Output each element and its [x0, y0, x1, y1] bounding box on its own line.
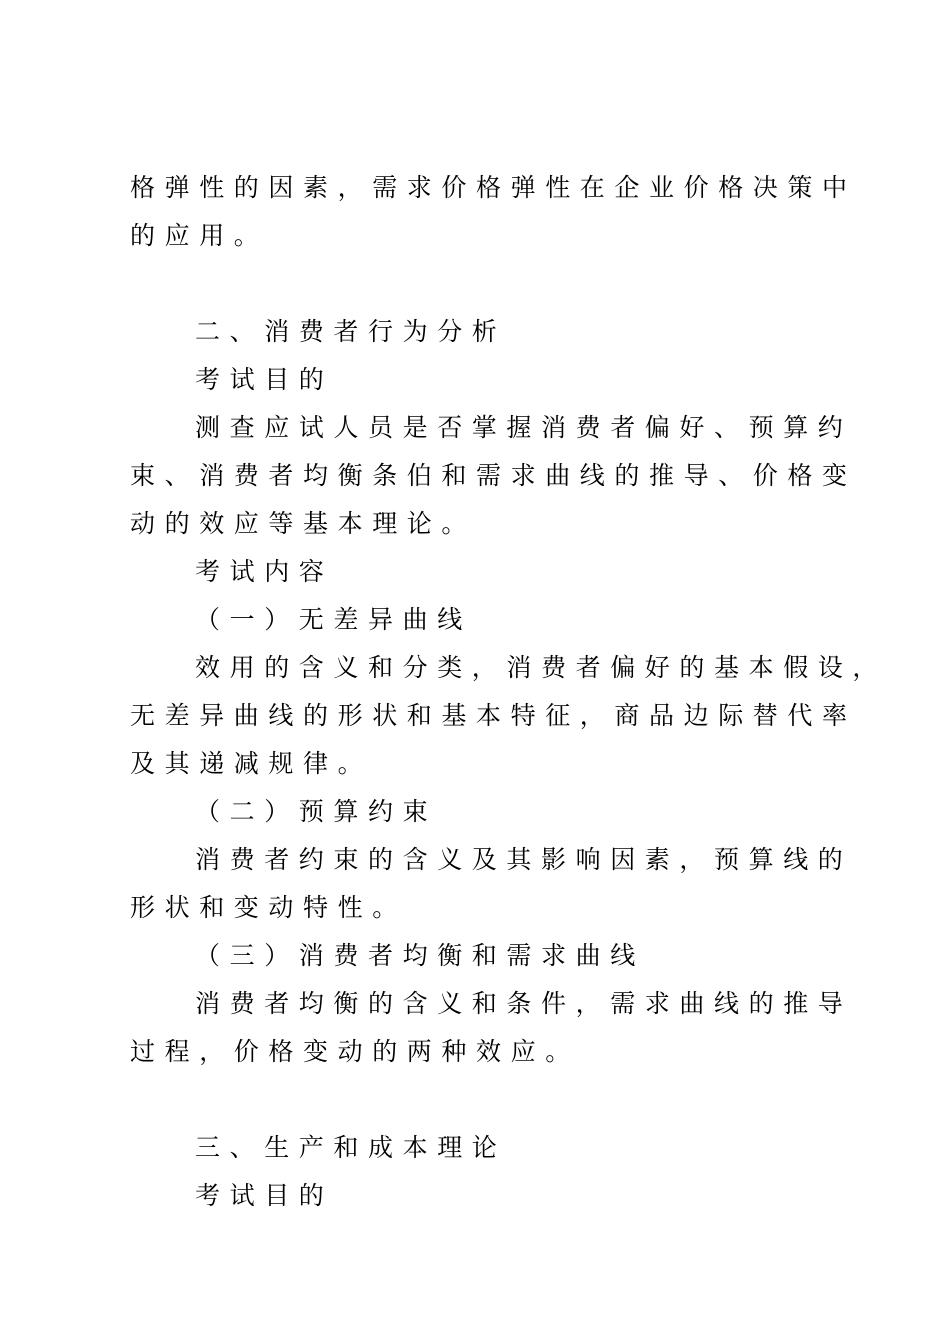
section-heading: 二、消费者行为分析	[195, 317, 507, 346]
text-line: 动的效应等基本理论。	[130, 509, 477, 538]
subsection-heading: 考试目的	[195, 365, 334, 394]
item-heading: （一）无差异曲线	[195, 605, 472, 634]
text-line: 的应用。	[130, 221, 269, 250]
text-line: 消费者约束的含义及其影响因素，预算线的	[195, 845, 853, 874]
text-line: 及其递减规律。	[130, 749, 373, 778]
text-line: 过程，价格变动的两种效应。	[130, 1037, 580, 1066]
text-line: 束、消费者均衡条伯和需求曲线的推导、价格变	[130, 461, 857, 490]
text-line: 效用的含义和分类，消费者偏好的基本假设，	[195, 653, 888, 682]
item-heading: （二）预算约束	[195, 797, 438, 826]
text-line: 测查应试人员是否掌握消费者偏好、预算约	[195, 413, 853, 442]
subsection-heading: 考试目的	[195, 1181, 334, 1210]
text-line: 形状和变动特性。	[130, 893, 407, 922]
text-line: 格弹性的因素，需求价格弹性在企业价格决策中	[130, 173, 857, 202]
text-line: 无差异曲线的形状和基本特征，商品边际替代率	[130, 701, 857, 730]
text-line: 消费者均衡的含义和条件，需求曲线的推导	[195, 989, 853, 1018]
item-heading: （三）消费者均衡和需求曲线	[195, 941, 645, 970]
section-heading: 三、生产和成本理论	[195, 1133, 507, 1162]
subsection-heading: 考试内容	[195, 557, 334, 586]
